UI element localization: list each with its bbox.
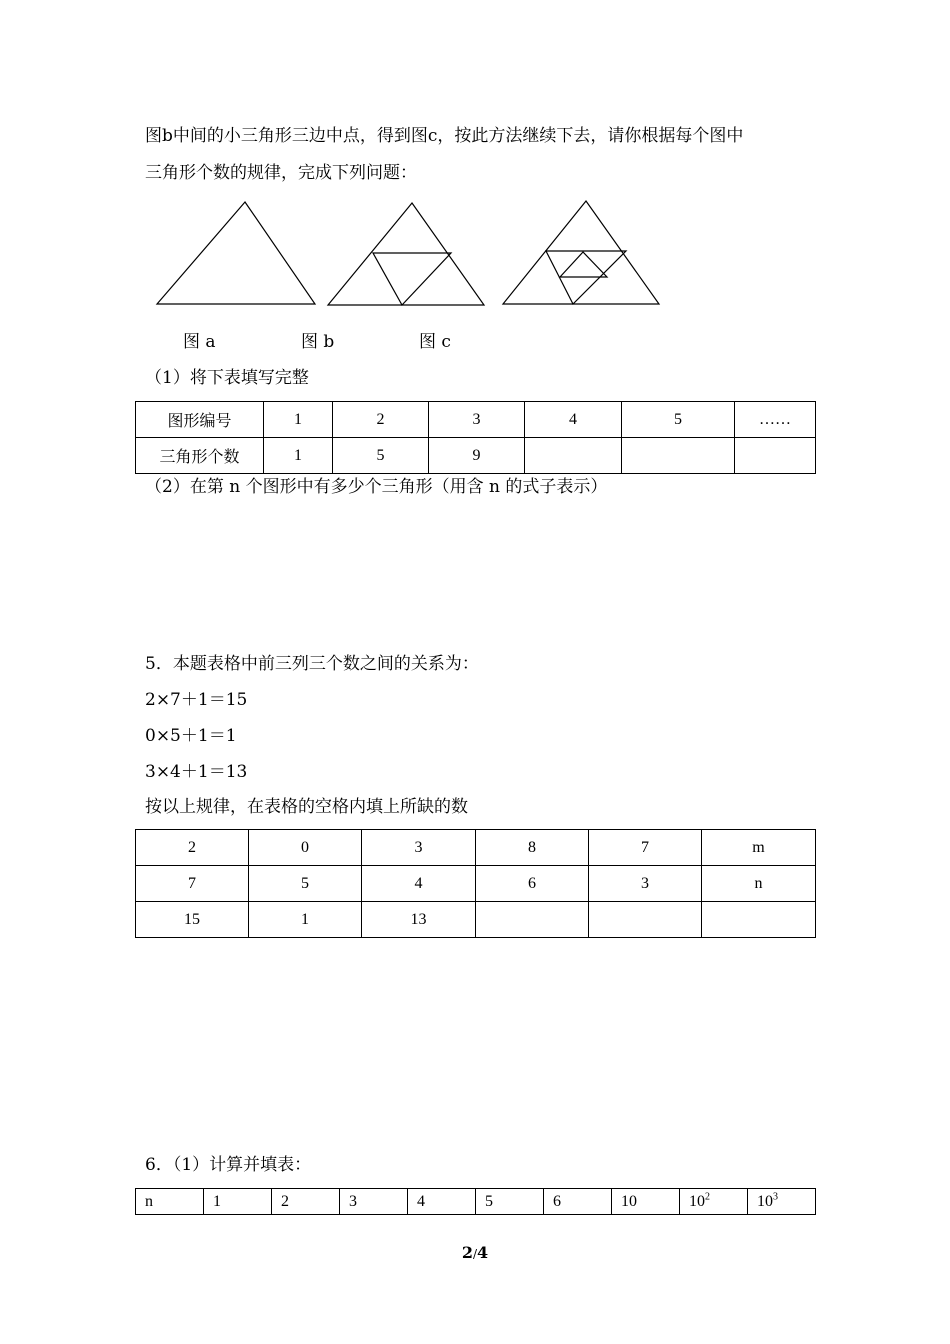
table-cell: 5	[476, 1189, 544, 1215]
table-cell: 2	[136, 830, 249, 866]
table-cell: 3	[429, 402, 525, 438]
table-cell: m	[702, 830, 816, 866]
table-cell: 7	[589, 830, 702, 866]
table-cell: 6	[476, 866, 589, 902]
table-row	[136, 866, 816, 902]
triangle-count-table	[135, 401, 816, 474]
figure-a-caption: 图 a	[183, 332, 216, 352]
figure-c-caption: 图 c	[419, 332, 451, 352]
q5-title: 5．本题表格中前三列三个数之间的关系为：	[145, 654, 479, 674]
table-cell: 7	[136, 866, 249, 902]
table-cell: 1	[249, 902, 362, 938]
power-exponent: 2	[705, 1191, 710, 1203]
table-row	[136, 438, 816, 474]
table-cell: 1	[264, 402, 333, 438]
table-cell: 图形编号	[136, 402, 264, 438]
blank-cell[interactable]	[702, 902, 816, 938]
table-cell: 3	[362, 830, 476, 866]
blank-cell[interactable]	[589, 902, 702, 938]
table-cell: 9	[429, 438, 525, 474]
blank-cell[interactable]	[476, 902, 589, 938]
table-cell: 0	[249, 830, 362, 866]
power-base: 10	[689, 1192, 705, 1210]
page-current: 2	[461, 1243, 473, 1262]
page-number	[0, 1243, 950, 1262]
table-cell: 5	[249, 866, 362, 902]
table-cell: n	[136, 1189, 204, 1215]
blank-cell[interactable]	[735, 438, 816, 474]
table-cell: n	[702, 866, 816, 902]
table-cell: 13	[362, 902, 476, 938]
calculation-table	[135, 1188, 816, 1215]
intro-line-2: 三角形个数的规律，完成下列问题：	[145, 163, 417, 183]
part1-label: （1）将下表填写完整	[145, 368, 309, 388]
table-cell: 15	[136, 902, 249, 938]
figure-c-outer	[503, 201, 659, 304]
table-row	[136, 1189, 816, 1215]
q6-title: 6．（1）计算并填表：	[145, 1155, 312, 1175]
q5-equation-1: 2×7＋1＝15	[145, 690, 248, 710]
table-cell: 3	[340, 1189, 408, 1215]
q5-equation-3: 3×4＋1＝13	[145, 762, 248, 782]
power-exponent: 3	[773, 1191, 778, 1203]
table-cell: 1	[204, 1189, 272, 1215]
table-cell: 2	[272, 1189, 340, 1215]
table-row	[136, 402, 816, 438]
table-cell	[680, 1189, 748, 1215]
table-cell: 2	[333, 402, 429, 438]
table-cell: ……	[735, 402, 816, 438]
blank-cell[interactable]	[622, 438, 735, 474]
table-cell: 5	[333, 438, 429, 474]
blank-cell[interactable]	[525, 438, 622, 474]
table-cell: 5	[622, 402, 735, 438]
table-cell: 4	[362, 866, 476, 902]
figure-b-caption: 图 b	[301, 332, 335, 352]
table-cell: 三角形个数	[136, 438, 264, 474]
power-base: 10	[757, 1192, 773, 1210]
table-cell: 3	[589, 866, 702, 902]
page-separator: /	[472, 1247, 478, 1261]
figure-b-inner	[373, 253, 451, 305]
page-total: 4	[477, 1243, 489, 1262]
table-cell: 10	[612, 1189, 680, 1215]
table-row	[136, 830, 816, 866]
table-cell: 4	[525, 402, 622, 438]
q5-equation-2: 0×5＋1＝1	[145, 726, 237, 746]
figure-b-outer	[328, 203, 484, 305]
figure-c-inner	[560, 252, 607, 277]
table-row	[136, 902, 816, 938]
table-cell	[748, 1189, 816, 1215]
table-cell: 4	[408, 1189, 476, 1215]
q5-instruction: 按以上规律，在表格的空格内填上所缺的数	[145, 797, 468, 817]
intro-line-1: 图b中间的小三角形三边中点，得到图c，按此方法继续下去，请你根据每个图中	[145, 126, 744, 146]
part2-label: （2）在第 n 个图形中有多少个三角形（用含 n 的式子表示）	[145, 477, 608, 497]
number-pattern-table	[135, 829, 816, 938]
figure-a-triangle	[157, 202, 315, 304]
table-cell: 8	[476, 830, 589, 866]
table-cell: 6	[544, 1189, 612, 1215]
triangle-figures	[0, 0, 950, 320]
table-cell: 1	[264, 438, 333, 474]
